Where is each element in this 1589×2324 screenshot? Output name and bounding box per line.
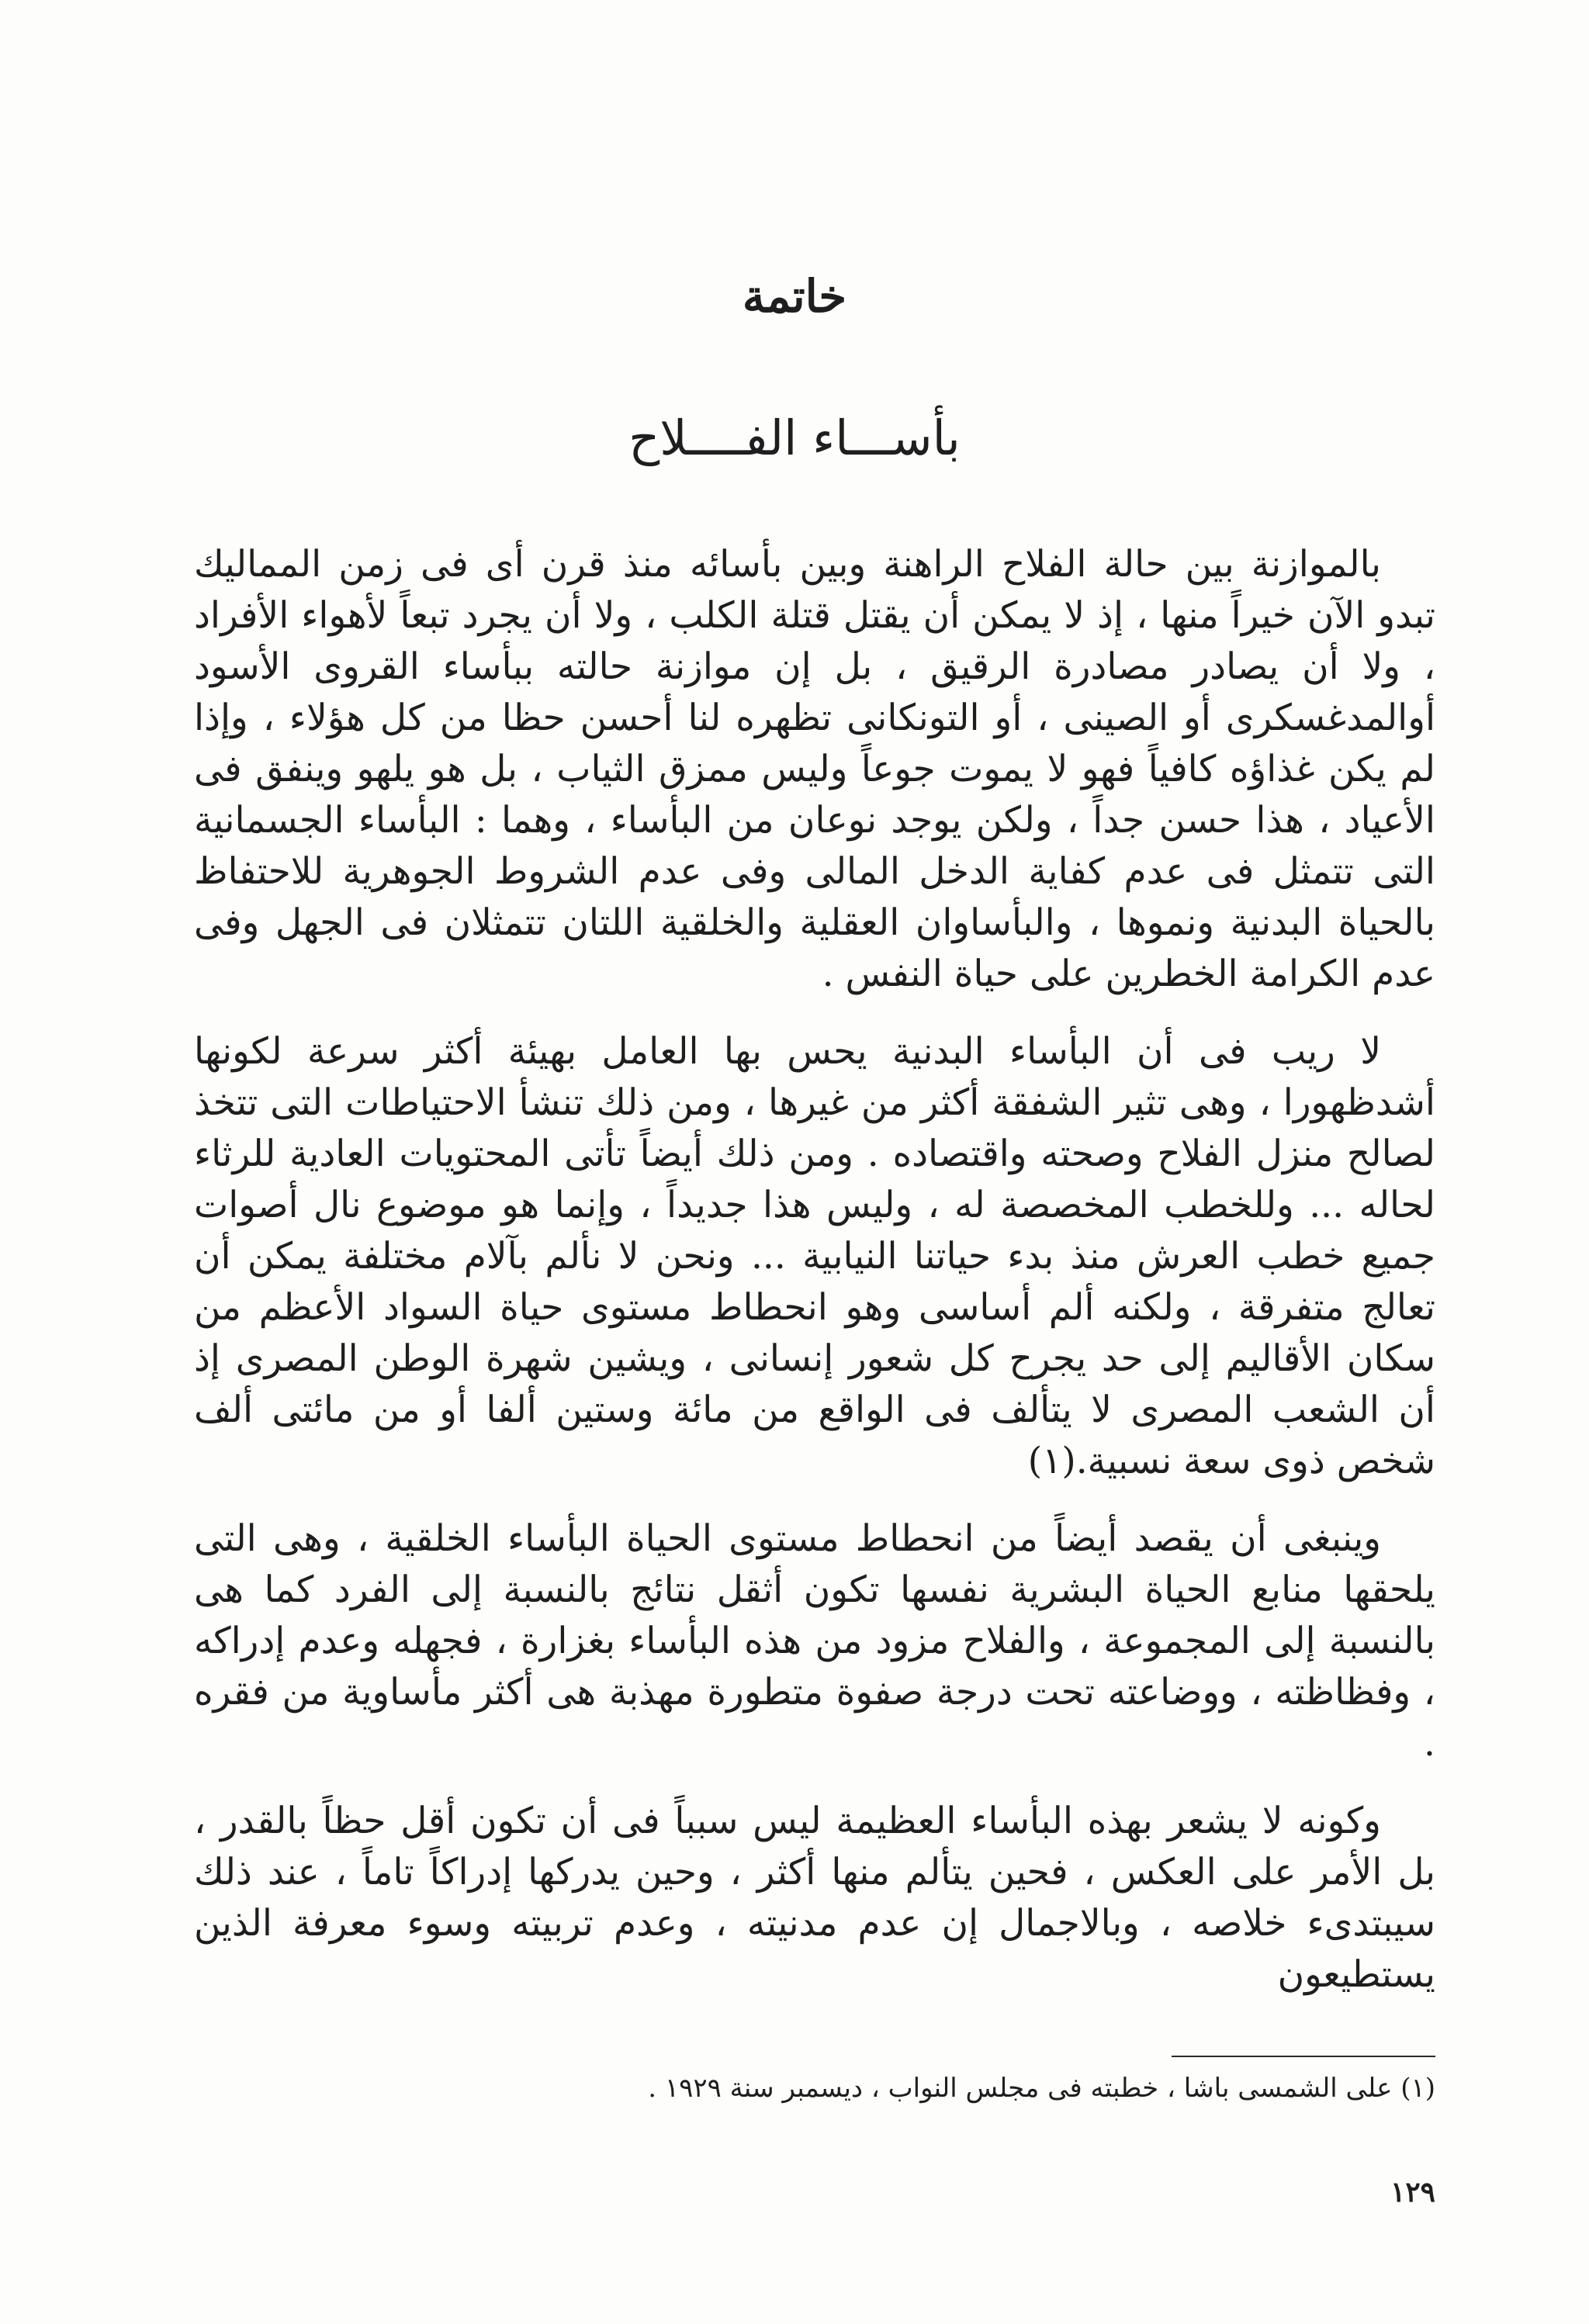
page-number: ١٢٩ bbox=[1390, 2176, 1435, 2208]
paragraph-4: وكونه لا يشعر بهذه البأساء العظيمة ليس سبباً فى أن تكون أقل حظاً بالقدر ، بل الأمر على العكس ، فحين يتألم منها أكثر ، وحين يدركها إدراكاً تاماً ، عند ذلك سيبتدىء خلاصه ، وبالاجمال إن عدم مدنيته ، وعدم تربيته وسوء معرفة الذين يستطيعون bbox=[194, 1800, 1435, 1996]
chapter-title: بأســـاء الفــــلاح bbox=[628, 410, 961, 466]
body-text bbox=[194, 539, 1435, 2027]
paragraph-2: لا ريب فى أن البأساء البدنية يحس بها العامل بهيئة أكثر سرعة لكونها أشدظهورا ، وهى تثير الشفقة أكثر من غيرها ، ومن ذلك تنشأ الاحتياطات التى تتخذ لصالح منزل الفلاح وصحته واقتصاده . ومن ذلك أيضاً تأتى المحتويات العادية للرثاء لحاله ... وللخطب المخصصة له ، وليس هذا جديداً ، وإنما هو موضوع نال أصوات جميع خطب العرش منذ بدء حياتنا النيابية ... ونحن لا نألم بآلام مختلفة يمكن أن تعالج متفرقة ، ولكنه ألم أساسى وهو انحطاط مستوى حياة السواد الأعظم من سكان الأقاليم إلى حد يجرح كل شعور إنسانى ، ويشين شهرة الوطن المصرى إذ أن الشعب المصرى لا يتألف فى الواقع من مائة وستين ألفا أو من مائتى ألف شخص ذوى سعة نسبية.(١) bbox=[194, 1030, 1435, 1482]
footnote-divider bbox=[1172, 2056, 1435, 2057]
paragraph-3: وينبغى أن يقصد أيضاً من انحطاط مستوى الحياة البأساء الخلقية ، وهى التى يلحقها منابع الحياة البشرية نفسها تكون أثقل نتائج بالنسبة إلى الفرد كما هى بالنسبة إلى المجموعة ، والفلاح مزود من هذه البأساء بغزارة ، فجهله وعدم إدراكه ، وفظاظته ، ووضاعته تحت درجة صفوة متطورة مهذبة هى أكثر مأساوية من فقره . bbox=[194, 1517, 1435, 1765]
footnote: (١) على الشمسى باشا ، خطبته فى مجلس النواب ، ديسمبر سنة ١٩٢٩ . bbox=[648, 2073, 1435, 2104]
paragraph-1: بالموازنة بين حالة الفلاح الراهنة وبين بأسائه منذ قرن أى فى زمن المماليك تبدو الآن خيراً منها ، إذ لا يمكن أن يقتل قتلة الكلب ، ولا أن يجرد تبعاً لأهواء الأفراد ، ولا أن يصادر مصادرة الرقيق ، بل إن موازنة حالته ببأساء القروى الأسود أوالمدغسكرى أو الصينى ، أو التونكانى تظهره لنا أحسن حظا من كل هؤلاء ، وإذا لم يكن غذاؤه كافياً فهو لا يموت جوعاً وليس ممزق الثياب ، بل هو يلهو وينفق فى الأعياد ، هذا حسن جداً ، ولكن يوجد نوعان من البأساء ، وهما : البأساء الجسمانية التى تتمثل فى عدم كفاية الدخل المالى وفى عدم الشروط الجوهرية للاحتفاظ بالحياة البدنية ونموها ، والبأساوان العقلية والخلقية اللتان تتمثلان فى الجهل وفى عدم الكرامة الخطرين على حياة النفس . bbox=[194, 543, 1435, 995]
section-heading: خاتمة bbox=[742, 270, 847, 323]
